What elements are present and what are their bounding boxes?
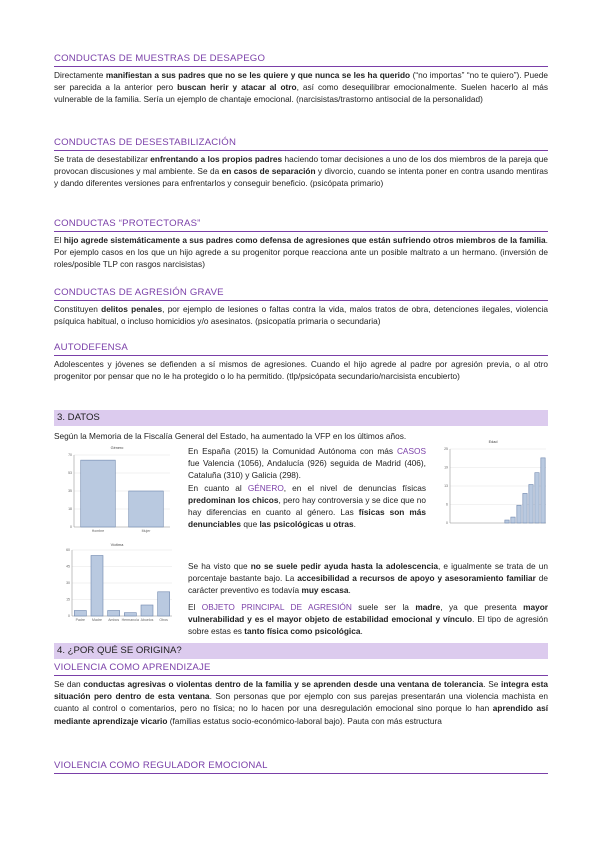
datos-intro: Según la Memoria de la Fiscalía General del Estado, ha aumentado la VFP en los últimos años. [54, 431, 407, 441]
chart-bar [81, 460, 116, 527]
chart-bar [523, 493, 527, 523]
y-tick-label: 13 [444, 484, 448, 489]
chart-bar [541, 458, 545, 523]
x-tick-label: Mujer [141, 529, 151, 533]
chart-bar [535, 473, 539, 523]
section-desestabilizacion [54, 137, 548, 190]
y-tick-label: 15 [66, 597, 70, 602]
chart-bar [129, 491, 164, 527]
chart-title: Víctima [110, 543, 124, 547]
datos-casos-genero: En España (2015) la Comunidad Autónoma con más CASOS fue Valencia (1056), Andalucía (926) seguida de Madrid (406), Cataluña (310) y Galicia (298). En cuanto al GÉNERO, en el nivel de denuncias físicas predominan los chicos, pero hay controversia y se dice que no hay diferencias en cuanto al género. Las físicas son más denunciables que las psicológicas u otras. [188, 446, 426, 530]
y-tick-label: 25 [444, 447, 448, 452]
section-paragraph: Constituyen delitos penales, por ejemplo de lesiones o faltas contra la vida, malos tratos de obra, detenciones ilegales, violencia psíquica habitual, o incluso homicidios y/o asesinatos. (psicopatía primaria o secundaria) [54, 304, 548, 327]
section-desapego [54, 53, 548, 106]
x-tick-label: Ambos [108, 618, 120, 622]
section-autodefensa [54, 342, 548, 382]
chart-genero [58, 443, 176, 541]
chart-bar [91, 556, 103, 617]
section-heading: VIOLENCIA COMO APRENDIZAJE [54, 662, 548, 676]
chart-bar [529, 485, 533, 523]
x-tick-label: Madre [92, 618, 102, 622]
y-tick-label: 45 [66, 564, 70, 569]
section-band-origen: 4. ¿POR QUÉ SE ORIGINA? [54, 643, 548, 659]
y-tick-label: 0 [446, 521, 448, 526]
chart-bar [124, 613, 136, 616]
section-paragraph: Adolescentes y jóvenes se defienden a sí mismos de agresiones. Cuando el hijo agrede al padre por agresión previa, o al otro progenitor por pensar que no le ha protegido o lo ha permitido. (tlp/psicópata secundario/narcisista encubierto) [54, 359, 548, 382]
x-tick-label: Padre [75, 618, 86, 622]
section-aprendizaje [54, 662, 548, 727]
section-paragraph: Directamente manifiestan a sus padres que no se les quiere y que nunca se les ha querido (“no importas” “no te quiero”). Puede ser parecida a la anterior pero buscan herir y atacar al otro, así como desequilibrar emocionalmente. Suelen hacerlo al más vulnerable de la familia. Sería un ejemplo de chantaje emocional. (narcisistas/trastorno antisocial de la personalidad) [54, 70, 549, 105]
datos-ayuda: Se ha visto que no se suele pedir ayuda hasta la adolescencia, e igualmente se trata de un porcentaje bastante bajo. La accesibilidad a recursos de apoyo y asesoramiento familiar de carácter preventivo es todavía muy escasa. [188, 561, 548, 596]
x-tick-label: Hermano/a [121, 618, 139, 622]
section-regulador-emocional [54, 760, 548, 776]
section-heading: CONDUCTAS “PROTECTORAS” [54, 218, 548, 232]
chart-title: Género [110, 446, 124, 450]
section-band-datos: 3. DATOS [54, 410, 548, 426]
section-paragraph: Se trata de desestabilizar enfrentando a los propios padres haciendo tomar decisiones a uno de los dos miembros de la pareja que provocan discusiones y mal ambiente. Se da en casos de separación y divorcio, cuando se intenta poner en contra usando mentiras y dando diferentes versiones para enfrentarlos y conseguir beneficio. (psicópata primario) [54, 154, 549, 189]
x-tick-label: Abuelos [140, 618, 154, 622]
y-tick-label: 35 [68, 489, 72, 494]
x-tick-label: Hombre [91, 529, 105, 533]
chart-victima [58, 540, 176, 628]
y-tick-label: 6 [446, 502, 448, 507]
section-heading: VIOLENCIA COMO REGULADOR EMOCIONAL [54, 760, 548, 774]
y-tick-label: 19 [444, 465, 448, 470]
section-heading: CONDUCTAS DE AGRESIÓN GRAVE [54, 287, 548, 301]
section-paragraph: Se dan conductas agresivas o violentas dentro de la familia y se aprenden desde una ventana de tolerancia. Se integra esta situación pero dentro de esta ventana. Son personas que por ejemplo con sus parejas presentarán una violencia machista en cuanto al control o comentarios, pero no física; no lo hacen por una desregulación emocional sino porque lo han aprendido así mediante aprendizaje vicario (familias estatus socio-económico-laboral bajo). Pauta con más estructura [54, 679, 548, 726]
section-protectoras [54, 218, 548, 271]
y-tick-label: 70 [68, 453, 72, 458]
chart-bar [505, 520, 509, 523]
y-tick-label: 53 [68, 471, 72, 476]
y-tick-label: 18 [68, 507, 72, 512]
y-tick-label: 60 [66, 548, 70, 553]
chart-bar [108, 611, 120, 617]
section-paragraph: El hijo agrede sistemáticamente a sus padres como defensa de agresiones que están sufriendo otros miembros de la familia. Por ejemplo casos en los que un hijo agrede a su progenitor porque reacciona ante un posible maltrato a un hermano. (inversión de roles/posible TLP con rasgos narcisistas) [54, 235, 548, 270]
x-tick-label: Otros [159, 618, 168, 622]
section-agresion-grave [54, 287, 548, 327]
datos-objeto-agresion: El OBJETO PRINCIPAL DE AGRESIÓN suele ser la madre, ya que presenta mayor vulnerabilidad y es el mayor objeto de estabilidad emocional y vínculo. El tipo de agresión sobre estas es tanto física como psicológica. [188, 602, 549, 637]
section-heading: CONDUCTAS DE MUESTRAS DE DESAPEGO [54, 53, 548, 67]
chart-bar [511, 517, 515, 523]
chart-bar [517, 505, 521, 523]
chart-bar [74, 611, 86, 617]
section-heading: CONDUCTAS DE DESESTABILIZACIÓN [54, 137, 548, 151]
chart-title: Edad [488, 440, 498, 444]
y-tick-label: 30 [66, 581, 70, 586]
y-tick-label: 0 [68, 614, 70, 619]
chart-bar [158, 592, 170, 616]
chart-bar [141, 605, 153, 616]
chart-edad [434, 437, 552, 535]
section-heading: AUTODEFENSA [54, 342, 548, 356]
y-tick-label: 0 [70, 525, 72, 530]
